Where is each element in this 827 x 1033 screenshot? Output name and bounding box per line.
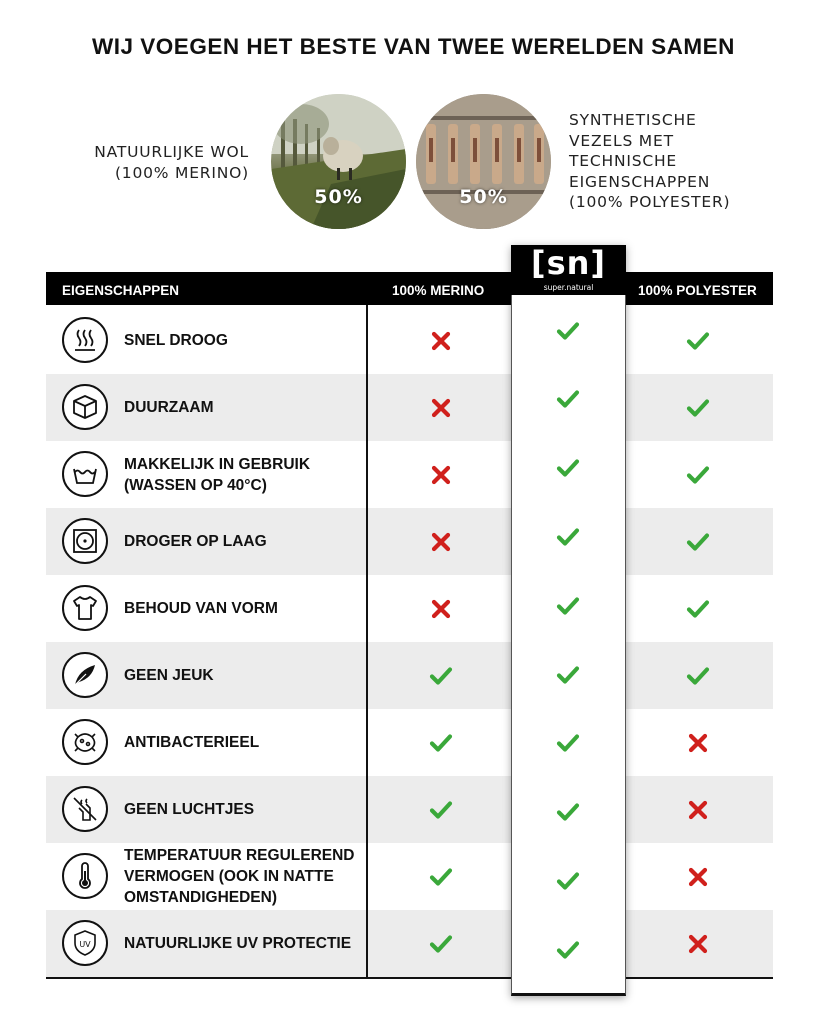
polyester-label-line: (100% POLYESTER): [569, 193, 731, 211]
cross-icon: [429, 463, 453, 487]
cross-icon: [686, 731, 710, 755]
table-bottom-line: [46, 977, 773, 979]
property-label: SNEL DROOG: [124, 332, 228, 349]
cross-icon: [429, 530, 453, 554]
wash-tub-icon: [62, 451, 108, 497]
cross-icon: [429, 329, 453, 353]
header-merino: 100% MERINO: [392, 283, 485, 298]
check-icon: [429, 664, 453, 688]
check-icon: [686, 664, 710, 688]
polyester-percent: 50%: [459, 186, 508, 208]
check-icon: [686, 329, 710, 353]
polyester-label-line: EIGENSCHAPPEN: [569, 172, 711, 191]
check-icon: [556, 456, 580, 480]
header-properties: EIGENSCHAPPEN: [62, 283, 180, 298]
cube-icon: [62, 384, 108, 430]
check-icon: [429, 865, 453, 889]
thermometer-icon: [62, 853, 108, 899]
property-label: TEMPERATUUR REGULEREND VERMOGEN (OOK IN NATTE OMSTANDIGHEDEN): [124, 847, 355, 906]
check-icon: [686, 463, 710, 487]
uv-shield-icon: [62, 920, 108, 966]
supernatural-sub: super.natural: [543, 283, 594, 292]
property-label: GEEN LUCHTJES: [124, 801, 255, 818]
merino-label: [94, 142, 249, 184]
property-label: BEHOUD VAN VORM: [124, 600, 278, 617]
cross-icon: [686, 932, 710, 956]
check-icon: [556, 731, 580, 755]
property-label: MAKKELIJK IN GEBRUIK (WASSEN OP 40°C): [124, 455, 311, 494]
check-icon: [556, 525, 580, 549]
property-label: ANTIBACTERIEEL: [124, 734, 260, 751]
no-odor-icon: [62, 786, 108, 832]
check-icon: [556, 387, 580, 411]
check-icon: [556, 319, 580, 343]
merino-sheep-image: [271, 94, 406, 229]
check-icon: [556, 869, 580, 893]
check-icon: [686, 530, 710, 554]
merino-label-line: NATUURLIJKE WOL: [94, 143, 249, 161]
check-icon: [556, 594, 580, 618]
property-label: DROGER OP LAAG: [124, 533, 267, 550]
tshirt-icon: [62, 585, 108, 631]
polyester-label-line: TECHNISCHE: [569, 152, 678, 170]
polyester-label-line: SYNTHETISCHE: [569, 111, 697, 129]
polyester-label: [569, 110, 730, 213]
supernatural-logo: [sn]: [530, 244, 607, 282]
polyester-fibers-image: [416, 94, 551, 229]
cross-icon: [686, 798, 710, 822]
property-label: DUURZAAM: [124, 399, 214, 416]
check-icon: [429, 731, 453, 755]
feather-icon: [62, 652, 108, 698]
page-title: WIJ VOEGEN HET BESTE VAN TWEE WERELDEN SAMEN: [92, 34, 735, 59]
property-label: GEEN JEUK: [124, 667, 214, 684]
check-icon: [556, 800, 580, 824]
bacteria-icon: [62, 719, 108, 765]
polyester-label-line: VEZELS MET: [569, 131, 674, 150]
cross-icon: [429, 396, 453, 420]
cross-icon: [686, 865, 710, 889]
check-icon: [429, 798, 453, 822]
header-polyester: 100% POLYESTER: [638, 283, 757, 298]
svg-text:UV: UV: [79, 940, 91, 949]
sheep-scene: [271, 94, 406, 229]
check-icon: [686, 597, 710, 621]
column-divider: [366, 305, 368, 978]
check-icon: [556, 663, 580, 687]
property-label: NATUURLIJKE UV PROTECTIE: [124, 935, 352, 952]
tumble-dryer-icon: [62, 518, 108, 564]
cross-icon: [429, 597, 453, 621]
spools-scene: [416, 94, 551, 229]
check-icon: [556, 938, 580, 962]
merino-label-line: (100% MERINO): [114, 164, 249, 182]
check-icon: [429, 932, 453, 956]
check-icon: [686, 396, 710, 420]
heat-waves-icon: [62, 317, 108, 363]
merino-percent: 50%: [314, 186, 363, 208]
